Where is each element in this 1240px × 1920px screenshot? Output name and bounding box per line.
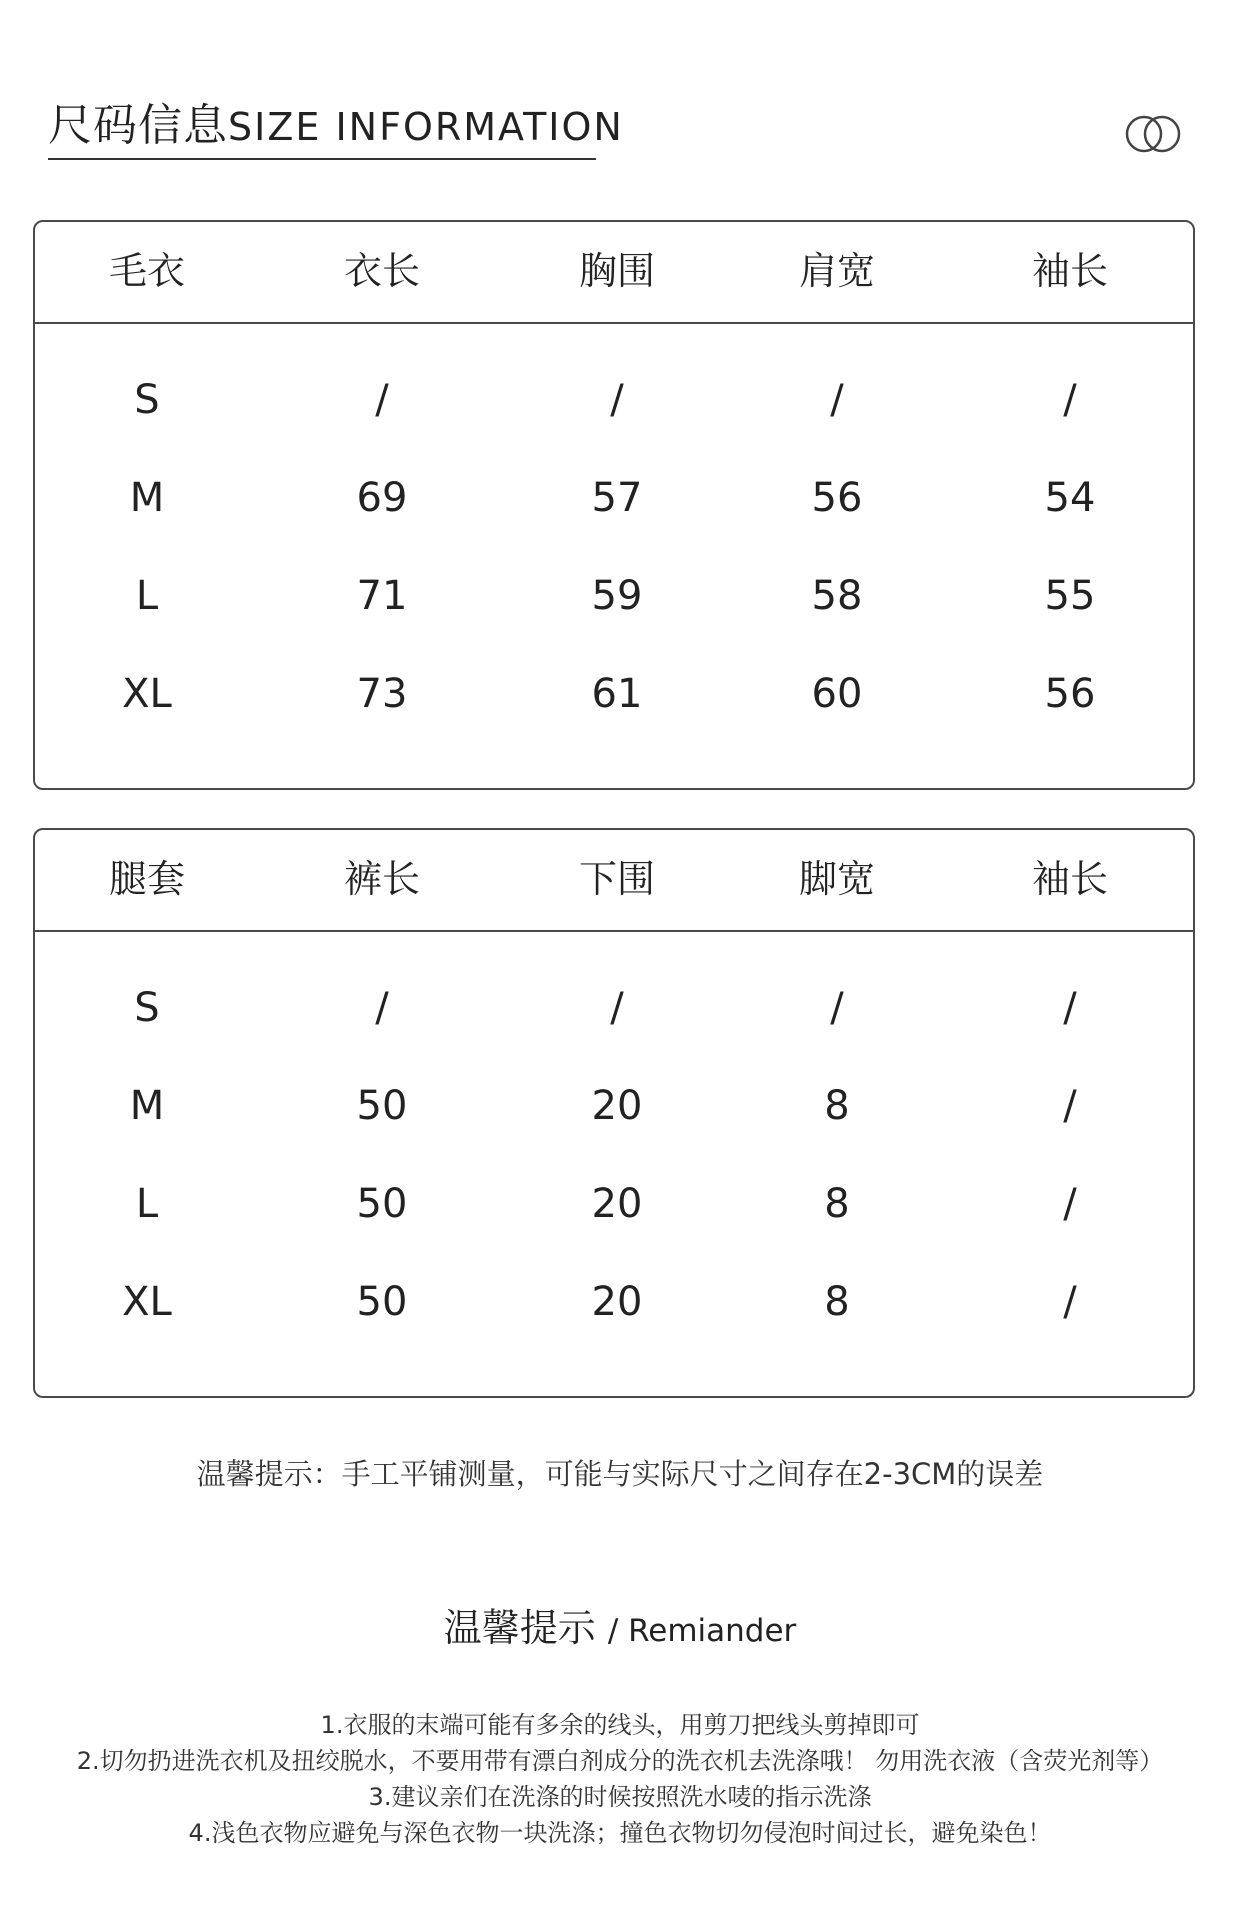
table-cell: 50: [356, 1279, 408, 1325]
table-cell: /: [1063, 1279, 1077, 1325]
size-label: M: [129, 1083, 165, 1129]
table-cell: 57: [591, 475, 643, 521]
size-label: S: [134, 985, 160, 1031]
table-cell: 56: [1044, 671, 1096, 717]
table-cell: 20: [591, 1279, 643, 1325]
header-cell: 衣长: [343, 249, 420, 293]
header-cell: 腿套: [108, 857, 185, 901]
size-label: S: [134, 377, 160, 423]
header-cell: 脚宽: [798, 857, 875, 901]
table-cell: 8: [824, 1181, 850, 1227]
table-cell: 54: [1044, 475, 1096, 521]
page-title: [48, 96, 624, 157]
table-row: [35, 978, 1193, 1038]
table-cell: 69: [356, 475, 408, 521]
table-cell: 59: [591, 573, 643, 619]
size-label: XL: [122, 1279, 172, 1325]
table-cell: 60: [811, 671, 863, 717]
table-cell: 61: [591, 671, 643, 717]
table-cell: 50: [356, 1181, 408, 1227]
table-cell: /: [1063, 985, 1077, 1031]
section-header: [48, 96, 624, 157]
table-cell: 55: [1044, 573, 1096, 619]
list-item: 2.切勿扔进洗衣机及扭绞脱水，不要用带有漂白剂成分的洗衣机去洗涤哦！ 勿用洗衣液（含荧光剂等）: [76, 1747, 1164, 1775]
list-item: 1.衣服的末端可能有多余的线头，用剪刀把线头剪掉即可: [320, 1711, 920, 1739]
sweater-size-table: [33, 220, 1195, 790]
table-cell: /: [1063, 1181, 1077, 1227]
care-tips-list: [0, 1707, 1240, 1851]
table-row: [35, 566, 1193, 626]
table-cell: /: [830, 985, 844, 1031]
header-cell: 下围: [578, 857, 655, 901]
table-cell: /: [830, 377, 844, 423]
reminder-title-cn: 温馨提示: [443, 1606, 596, 1650]
table-row: [35, 664, 1193, 724]
size-label: L: [135, 1181, 159, 1227]
reminder-title-en: / Remiander: [607, 1613, 797, 1649]
table-cell: /: [1063, 377, 1077, 423]
header-cell: 胸围: [578, 249, 655, 293]
table-row: [35, 1076, 1193, 1136]
table-cell: /: [1063, 1083, 1077, 1129]
header-cell: 肩宽: [798, 249, 875, 293]
table-row: [35, 1174, 1193, 1234]
reminder-title: [0, 1600, 1240, 1659]
table-row: [35, 468, 1193, 528]
table-row: [35, 1272, 1193, 1332]
table-cell: 58: [811, 573, 863, 619]
measurement-note: 温馨提示：手工平铺测量，可能与实际尺寸之间存在2-3CM的误差: [196, 1457, 1044, 1491]
table-cell: /: [375, 377, 389, 423]
table-cell: 56: [811, 475, 863, 521]
list-item: 3.建议亲们在洗涤的时候按照洗水唛的指示洗涤: [368, 1783, 872, 1811]
size-label: L: [135, 573, 159, 619]
table-cell: /: [375, 985, 389, 1031]
table-header-row: [35, 222, 1193, 324]
header-cell: 袖长: [1031, 249, 1108, 293]
header-cell: 裤长: [343, 857, 420, 901]
leg-size-table: [33, 828, 1195, 1398]
table-cell: /: [610, 985, 624, 1031]
page-title-en: SIZE INFORMATION: [228, 105, 624, 149]
table-cell: 20: [591, 1083, 643, 1129]
rings-icon: [1122, 112, 1184, 156]
table-cell: 8: [824, 1279, 850, 1325]
table-cell: 50: [356, 1083, 408, 1129]
header-cell: 毛衣: [108, 249, 185, 293]
title-underline: [48, 158, 596, 160]
table-row: [35, 370, 1193, 430]
table-cell: /: [610, 377, 624, 423]
header-cell: 袖长: [1031, 857, 1108, 901]
size-label: M: [129, 475, 165, 521]
table-cell: 71: [356, 573, 408, 619]
table-cell: 73: [356, 671, 408, 717]
table-cell: 8: [824, 1083, 850, 1129]
list-item: 4.浅色衣物应避免与深色衣物一块洗涤；撞色衣物切勿侵泡时间过长，避免染色！: [188, 1819, 1052, 1847]
size-label: XL: [122, 671, 172, 717]
page-title-cn: 尺码信息: [48, 100, 228, 151]
table-header-row: [35, 830, 1193, 932]
table-cell: 20: [591, 1181, 643, 1227]
